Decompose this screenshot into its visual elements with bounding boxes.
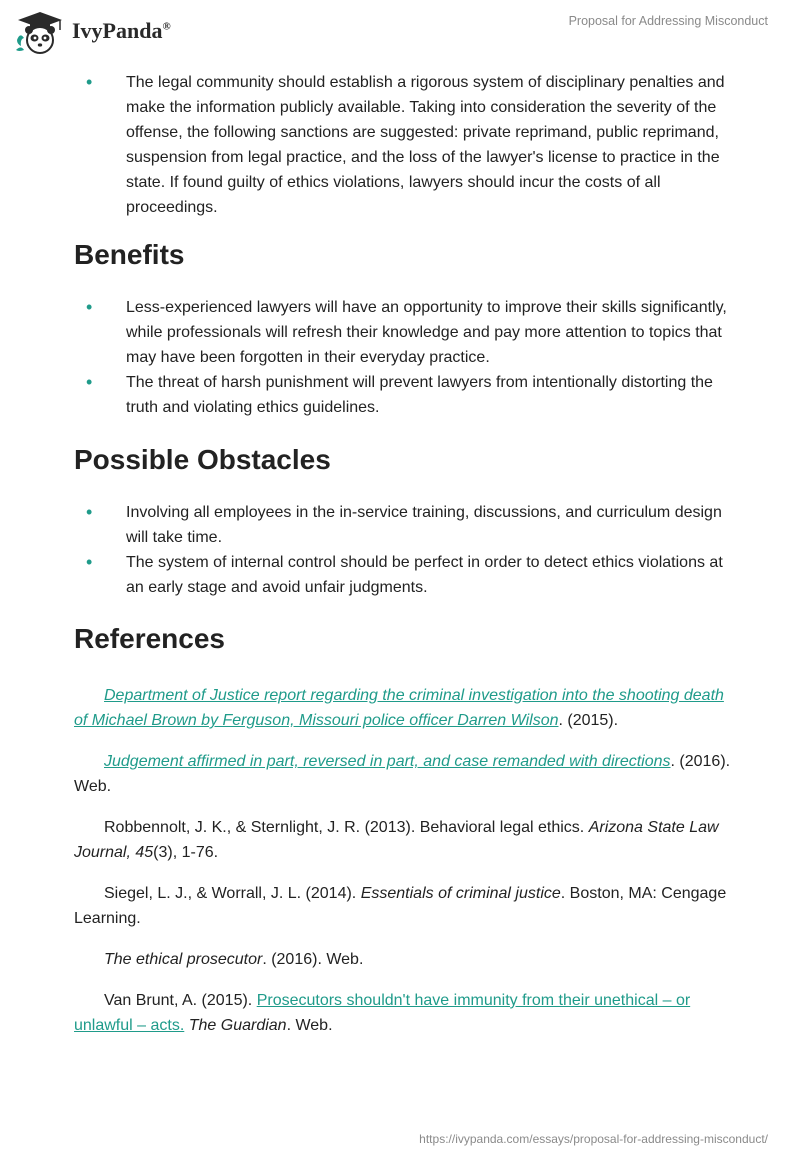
reference-item: The ethical prosecutor. (2016). Web. [104, 951, 364, 968]
list-item: • The threat of harsh punishment will prevent lawyers from intentionally distorting the truth and violating ethics guidelines. [74, 370, 734, 420]
panda-graduate-logo-icon [14, 10, 66, 56]
list-item: • The system of internal control should be perfect in order to detect ethics violations at an early stage and avoid unfair judgments. [74, 550, 734, 600]
document-title: Proposal for Addressing Misconduct [568, 14, 768, 28]
reference-link[interactable]: Prosecutors shouldn't have immunity from their unethical – or unlawful – acts. [74, 992, 691, 1034]
section-heading-references: References [74, 623, 225, 654]
brand-name: IvyPanda® [72, 18, 171, 43]
reference-item: Department of Justice report regarding the criminal investigation into the shooting death of Michael Brown by Ferguson, Missouri police officer Darren Wilson. (2015). [74, 687, 724, 729]
ivypanda-logo[interactable] [14, 10, 171, 56]
benefits-list [74, 295, 734, 420]
reference-link[interactable]: Department of Justice report regarding the criminal investigation into the shooting death of Michael Brown by Ferguson, Missouri police officer Darren Wilson [74, 687, 724, 729]
reference-item: Judgement affirmed in part, reversed in part, and case remanded with directions. (2016). Web. [74, 753, 731, 795]
section-heading-benefits: Benefits [74, 239, 185, 270]
reference-link[interactable]: Judgement affirmed in part, reversed in part, and case remanded with directions [104, 753, 671, 770]
list-item: • Involving all employees in the in-service training, discussions, and curriculum design will take time. [74, 500, 734, 550]
list-item: • The legal community should establish a rigorous system of disciplinary penalties and make the information publicly available. Taking into consideration the severity of the offense, the following sanctions are suggested: private reprimand, public reprimand, suspension from legal practice, and the loss of the lawyer's license to practice in the state. If found guilty of ethics violations, lawyers should incur the costs of all proceedings. [74, 70, 734, 220]
reference-item: Robbennolt, J. K., & Sternlight, J. R. (2013). Behavioral legal ethics. Arizona State Law Journal, 45(3), 1-76. [74, 819, 719, 861]
source-url[interactable]: https://ivypanda.com/essays/proposal-for-addressing-misconduct/ [419, 1132, 768, 1146]
document-body [74, 70, 734, 1054]
section-heading-obstacles: Possible Obstacles [74, 444, 331, 475]
obstacles-list [74, 500, 734, 600]
list-item: • Less-experienced lawyers will have an opportunity to improve their skills significantly, while professionals will refresh their knowledge and pay more attention to topics that may have been forgotten in their everyday practice. [74, 295, 734, 370]
references-list [74, 683, 734, 1038]
reference-item: Siegel, L. J., & Worrall, J. L. (2014). Essentials of criminal justice. Boston, MA: Cengage Learning. [74, 885, 727, 927]
intro-list [74, 70, 734, 220]
reference-item: Van Brunt, A. (2015). Prosecutors shouldn't have immunity from their unethical – or unlawful – acts. The Guardian. Web. [74, 992, 691, 1034]
